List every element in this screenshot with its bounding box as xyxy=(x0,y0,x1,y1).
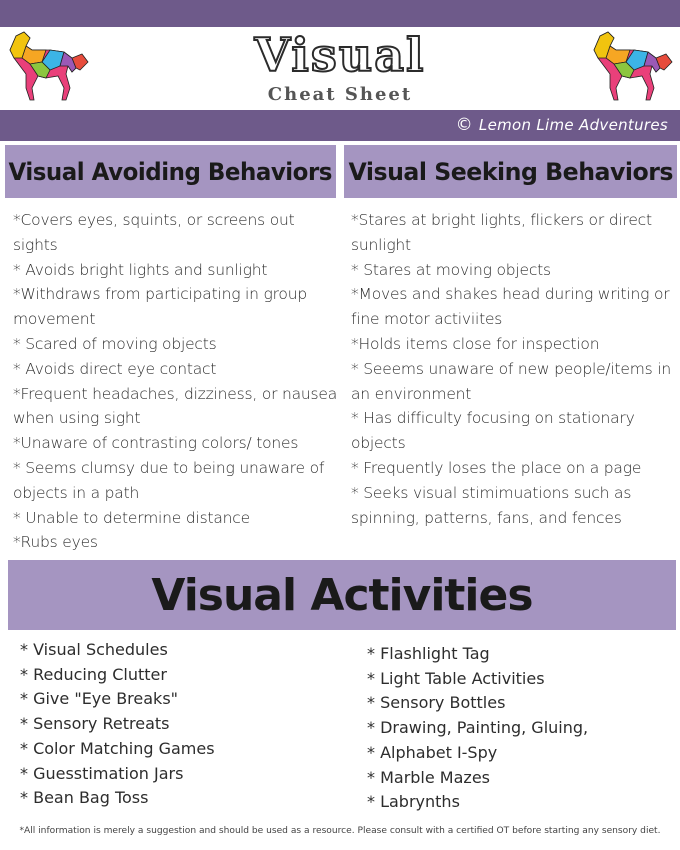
brand-credit xyxy=(456,115,668,135)
brand-name: Lemon Lime Adventures xyxy=(478,116,668,134)
list-item: * Has difficulty focusing on stationary objects xyxy=(351,409,635,453)
list-item: * Marble Mazes xyxy=(367,767,490,787)
activities-heading-band xyxy=(8,560,676,630)
list-item: * Avoids direct eye contact xyxy=(13,359,217,378)
list-item: *Holds items close for inspection xyxy=(351,334,600,353)
list-item: * Bean Bag Toss xyxy=(20,788,149,808)
list-item: * Labrynths xyxy=(367,792,460,812)
list-item: * Stares at moving objects xyxy=(351,260,551,279)
list-item: * Drawing, Painting, Gluing, xyxy=(367,718,589,738)
list-item: * Visual Schedules xyxy=(20,640,168,659)
list-item: * Light Table Activities xyxy=(367,668,545,688)
activities-list-left xyxy=(20,638,320,811)
list-item: * Guesstimation Jars xyxy=(20,763,184,783)
activities-heading: Visual Activities xyxy=(151,569,533,621)
list-item: * Sensory Retreats xyxy=(20,714,170,734)
page-title: Visual xyxy=(254,28,426,82)
list-item: * Avoids bright lights and sunlight xyxy=(13,260,268,279)
list-item: * Reducing Clutter xyxy=(20,664,167,684)
activities-list-right xyxy=(367,642,667,815)
list-item: * Unable to determine distance xyxy=(13,508,250,527)
list-item: * Seeems unaware of new people/items in an environment xyxy=(351,359,671,403)
list-item: * Alphabet I-Spy xyxy=(367,742,498,762)
list-item: *Covers eyes, squints, or screens out sights xyxy=(13,211,295,254)
list-item: * Seems clumsy due to being unaware of objects in a path xyxy=(13,458,325,502)
page-subtitle: Cheat Sheet xyxy=(267,84,413,105)
copyright-symbol: © xyxy=(455,115,473,135)
list-item: * Flashlight Tag xyxy=(367,644,490,663)
list-item: *Unaware of contrasting colors/ tones xyxy=(13,434,299,453)
disclaimer-footnote: *All information is merely a suggestion and should be used as a resource. Please consult with a certified OT before starting any sensory diet. xyxy=(19,826,661,836)
list-item: *Moves and shakes head during writing or fine motor activiites xyxy=(351,285,670,329)
top-banner xyxy=(0,0,680,27)
list-item: *Stares at bright lights, flickers or direct sunlight xyxy=(351,211,652,254)
list-item: * Give "Eye Breaks" xyxy=(20,689,179,709)
list-item: * Color Matching Games xyxy=(20,738,215,758)
seeking-behaviors-list xyxy=(351,208,673,530)
brand-banner xyxy=(0,110,680,141)
list-item: * Seeks visual stimimuations such as spinning, patterns, fans, and fences xyxy=(351,483,632,527)
avoiding-behaviors-heading: Visual Avoiding Behaviors xyxy=(5,145,336,198)
seeking-behaviors-heading: Visual Seeking Behaviors xyxy=(344,145,677,198)
list-item: *Frequent headaches, dizziness, or nausea when using sight xyxy=(13,384,338,428)
list-item: * Frequently loses the place on a page xyxy=(351,458,642,477)
list-item: *Rubs eyes xyxy=(13,533,98,552)
avoiding-behaviors-list xyxy=(13,208,339,555)
list-item: * Scared of moving objects xyxy=(13,334,217,353)
list-item: *Withdraws from participating in group movement xyxy=(13,285,307,329)
list-item: * Sensory Bottles xyxy=(367,693,506,713)
